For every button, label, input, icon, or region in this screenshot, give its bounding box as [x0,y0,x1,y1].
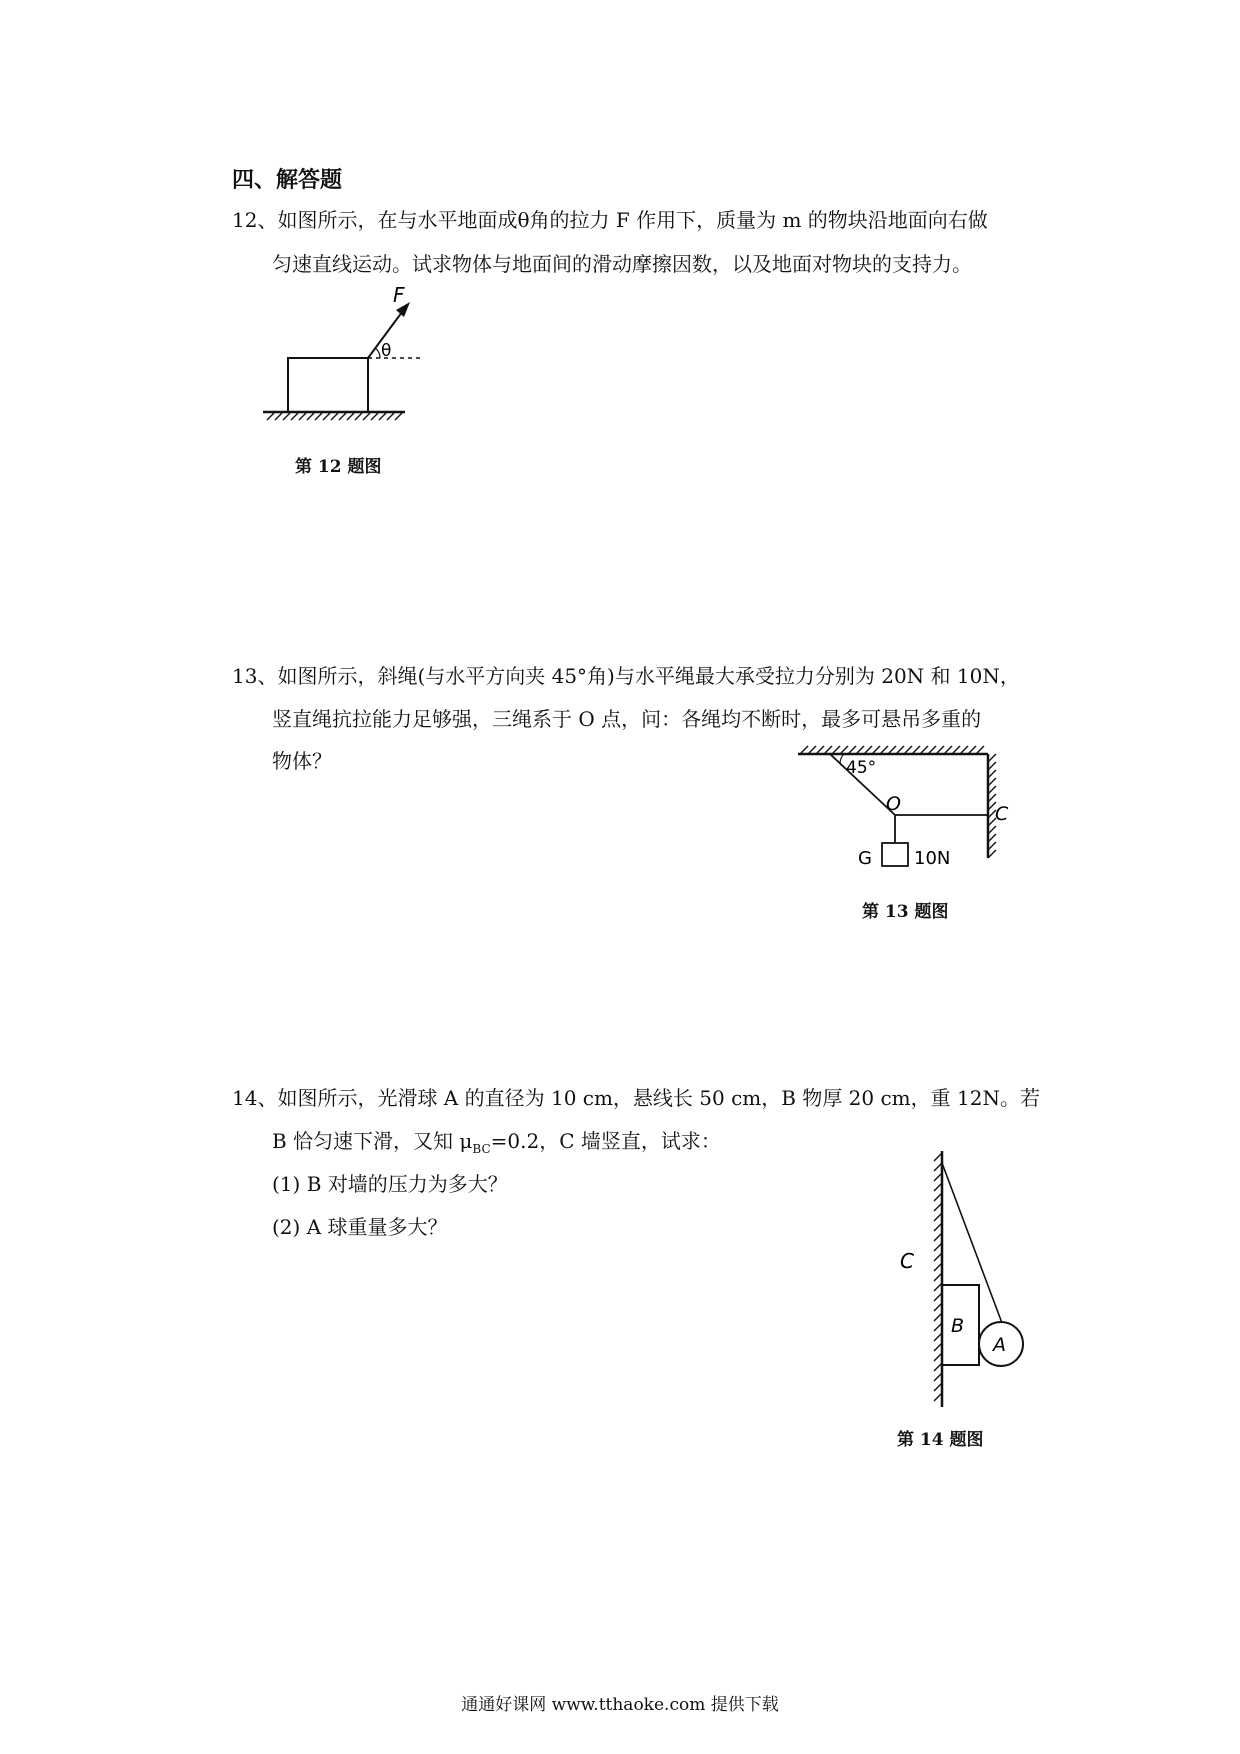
q12-text-line1: 12、如图所示，在与水平地面成θ角的拉力 F 作用下，质量为 m 的物块沿地面向右做 [232,208,988,232]
section-title: 四、解答题 [232,167,343,193]
q14-text-line2 [272,1125,721,1156]
q13-weight-value: 10N [914,848,951,869]
q12-figure [255,280,435,428]
q12-angle-arc [375,348,380,358]
q14-subquestion-2: (2) A 球重量多大？ [272,1215,448,1239]
q14-figure [890,1145,1040,1410]
q12-block [288,358,368,412]
q12-angle-label: θ [381,341,392,361]
q14-mu-subscript: BC [472,1142,491,1156]
q14-wall-label: C [900,1249,914,1273]
q12-text-line2: 匀速直线运动。试求物体与地面间的滑动摩擦因数，以及地面对物块的支持力。 [272,252,972,276]
q14-text-line1: 14、如图所示，光滑球 A 的直径为 10 cm，悬线长 50 cm，B 物厚 20 cm，重 12N。若 [232,1086,1040,1110]
q13-figure [790,740,1020,870]
q14-subquestion-1: (1) B 对墙的压力为多大？ [272,1172,508,1196]
q13-angle-label: 45° [846,758,877,778]
q12-figure-caption: 第 12 题图 [295,457,382,477]
q14-text-line2-post: =0.2，C 墙竖直，试求： [490,1129,721,1153]
q14-text-line2-pre: B 恰匀速下滑，又知 μ [272,1129,473,1153]
page-footer: 通通好课网 www.tthaoke.com 提供下载 [461,1695,779,1715]
q13-wall-label: C [995,803,1009,825]
q14-ball-label: A [993,1334,1006,1356]
q13-weight-label: G [858,848,872,869]
q13-angle-arc [840,754,844,764]
q13-point-label: O [886,793,901,815]
q13-text-line3: 物体？ [272,749,332,773]
q14-block-label: B [951,1315,965,1337]
q14-suspension-string [942,1163,1002,1323]
q13-figure-caption: 第 13 题图 [862,902,949,922]
q13-weight-block [882,843,908,866]
q12-force-label: F [393,283,405,307]
q14-figure-caption: 第 14 题图 [897,1430,984,1450]
q13-text-line1: 13、如图所示，斜绳(与水平方向夹 45°角)与水平绳最大承受拉力分别为 20N 和 10N， [232,664,1020,688]
q13-text-line2: 竖直绳抗拉能力足够强，三绳系于 O 点，问：各绳均不断时，最多可悬吊多重的 [272,707,982,731]
